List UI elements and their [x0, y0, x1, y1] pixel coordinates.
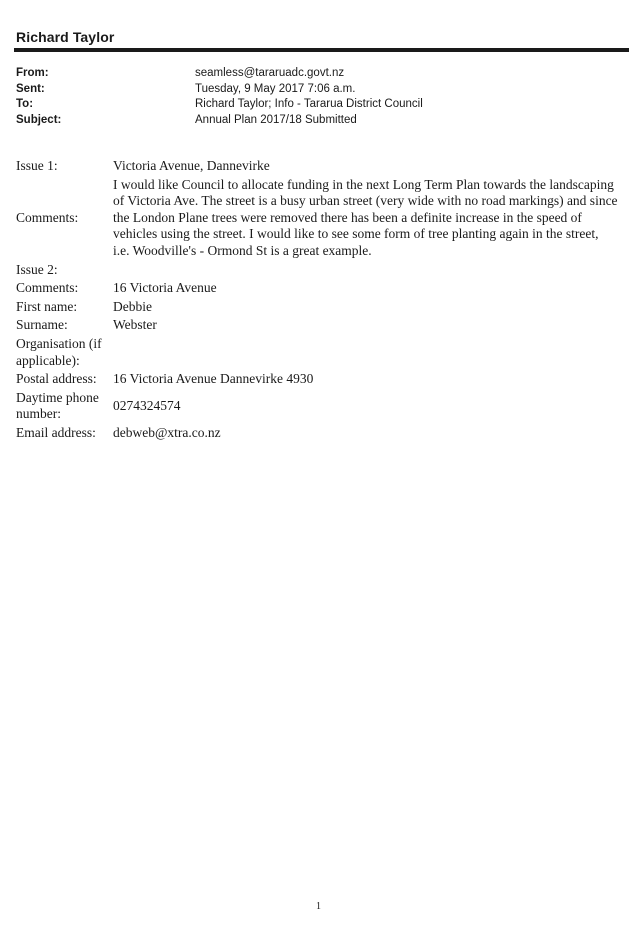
first-name-label: First name: — [16, 298, 78, 314]
comments1-value: I would like Council to allocate funding in the next Long Term Plan towards the landscaping of Victoria Ave. The street is a busy urban street (very wide with no road markings) and since the London Plane trees were removed there has been a definite increase in the speed of vehicles using the street. I would like to see some form of tree planting again in the street, i.e. Woodville's - Ormond St is a great example. — [113, 176, 618, 258]
postal-address-label: Postal address: — [16, 371, 97, 387]
header-divider — [14, 48, 629, 52]
daytime-phone-value: 0274324574 — [113, 398, 181, 414]
subject-label: Subject: — [16, 113, 62, 126]
to-row — [16, 97, 423, 113]
organisation-value — [113, 335, 618, 370]
comments2-label: Comments: — [16, 280, 79, 296]
daytime-phone-label: Daytime phone number: — [16, 389, 99, 422]
postal-address-row — [16, 370, 618, 389]
postal-address-value: 16 Victoria Avenue Dannevirke 4930 — [113, 371, 314, 387]
from-value: seamless@tararuadc.govt.nz — [195, 67, 345, 79]
issue2-label: Issue 2: — [16, 261, 58, 277]
comments2-row — [16, 279, 618, 298]
daytime-phone-row — [16, 389, 618, 424]
comments1-label: Comments: — [16, 209, 79, 225]
sender-name: Richard Taylor — [16, 29, 115, 45]
sent-row — [16, 82, 423, 98]
organisation-label: Organisation (if applicable): — [16, 335, 102, 368]
issue2-value — [113, 261, 618, 280]
comments1-row — [16, 176, 618, 261]
first-name-value: Debbie — [113, 298, 152, 314]
to-value: Richard Taylor; Info - Tararua District Council — [195, 98, 423, 110]
sent-label: Sent: — [16, 82, 45, 95]
surname-row — [16, 316, 618, 335]
organisation-row — [16, 335, 618, 370]
surname-value: Webster — [113, 317, 157, 333]
email-header — [16, 66, 423, 128]
subject-row — [16, 113, 423, 129]
to-label: To: — [16, 98, 34, 110]
issue1-value: Victoria Avenue, Dannevirke — [113, 158, 270, 173]
issue2-row — [16, 261, 618, 280]
email-address-row — [16, 424, 618, 443]
from-label: From: — [16, 67, 49, 79]
issue1-label: Issue 1: — [16, 158, 58, 173]
issue1-row — [16, 157, 618, 176]
page-number: 1 — [316, 901, 321, 912]
first-name-row — [16, 298, 618, 317]
submission-form-table — [16, 157, 618, 443]
sent-value: Tuesday, 9 May 2017 7:06 a.m. — [195, 82, 356, 95]
subject-value: Annual Plan 2017/18 Submitted — [195, 113, 357, 126]
email-address-label: Email address: — [16, 424, 96, 440]
comments2-value: 16 Victoria Avenue — [113, 280, 217, 296]
email-address-value: debweb@xtra.co.nz — [113, 424, 221, 440]
surname-label: Surname: — [16, 317, 68, 333]
from-row — [16, 66, 423, 82]
